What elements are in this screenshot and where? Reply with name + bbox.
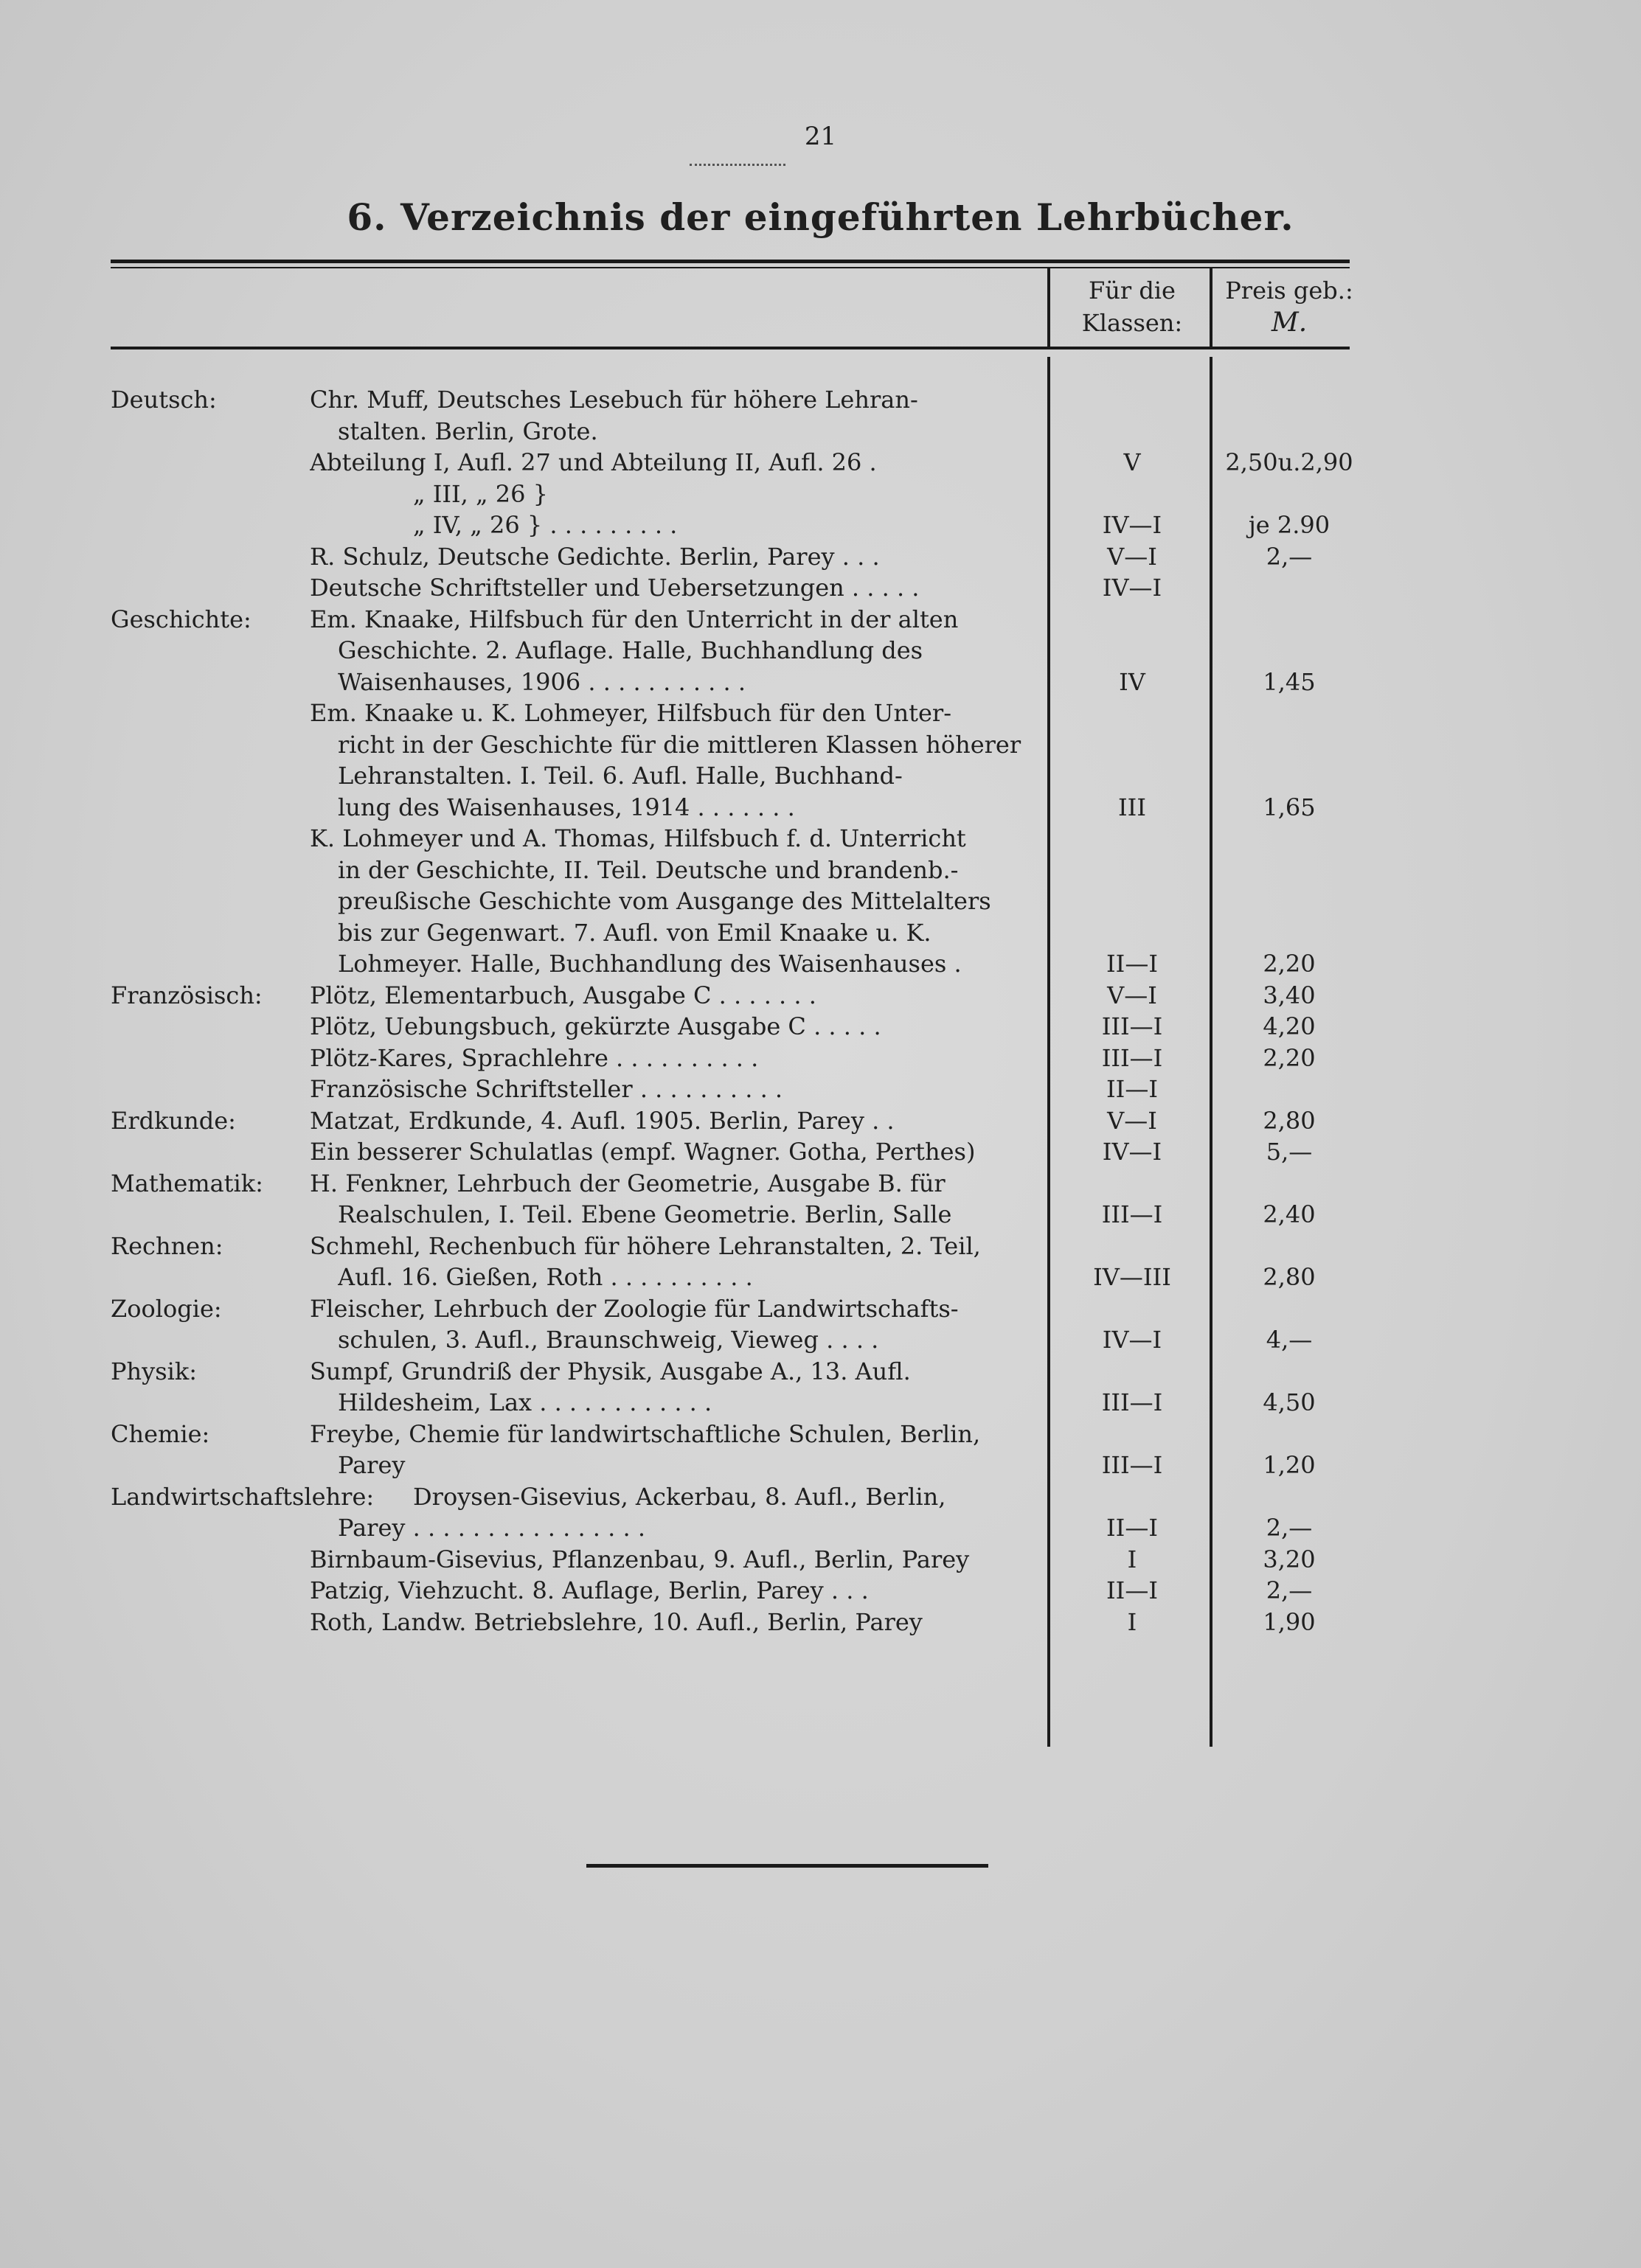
book-entry-text: Birnbaum-Gisevius, Pflanzenbau, 9. Aufl., Berlin, Parey [310, 1545, 970, 1573]
book-entry-text: Plötz, Uebungsbuch, gekürzte Ausgabe C . . . . . [310, 1012, 881, 1040]
classes-cell: II—I [1106, 1514, 1158, 1542]
table-row [0, 1606, 1641, 1638]
price-cell: 2,20 [1263, 950, 1316, 978]
table-row [0, 1355, 1641, 1388]
subject-label: Erdkunde: [111, 1106, 236, 1135]
table-row [0, 1543, 1641, 1576]
table-row [0, 947, 1641, 980]
table-row [0, 1512, 1641, 1544]
classes-cell: IV [1119, 667, 1145, 696]
table-row [0, 1135, 1641, 1168]
table-row [0, 979, 1641, 1012]
table-row [0, 666, 1641, 698]
price-cell: 2,— [1266, 1576, 1313, 1604]
table-row [0, 916, 1641, 949]
page-number-ornament [690, 164, 785, 166]
classes-header-line2: Klassen: [1081, 309, 1183, 337]
classes-cell: III—I [1101, 1388, 1163, 1416]
price-cell: 2,50u.2,90 [1225, 448, 1353, 476]
table-row [0, 478, 1641, 510]
table-row [0, 1418, 1641, 1450]
price-cell: 4,50 [1263, 1388, 1316, 1416]
book-entry-text: Matzat, Erdkunde, 4. Aufl. 1905. Berlin, Parey . . [310, 1106, 895, 1135]
price-cell: 4,20 [1263, 1012, 1316, 1040]
classes-cell: V [1123, 448, 1141, 476]
table-row [0, 1198, 1641, 1231]
classes-cell: I [1127, 1545, 1137, 1573]
subject-label: Physik: [111, 1357, 198, 1385]
header-bottom-rule [111, 347, 1350, 349]
table-row [0, 728, 1641, 761]
table-row [0, 415, 1641, 448]
book-entry-text: Fleischer, Lehrbuch der Zoologie für Landwirtschafts- [310, 1294, 959, 1323]
price-cell: 1,90 [1263, 1607, 1316, 1636]
header-divider-right [1210, 267, 1212, 349]
book-entry-text: Geschichte. 2. Auflage. Halle, Buchhandlung des [338, 636, 923, 664]
table-row [0, 854, 1641, 886]
subject-label: Geschichte: [111, 605, 251, 633]
price-cell: 3,40 [1263, 981, 1316, 1009]
classes-column-header [1055, 274, 1210, 339]
price-cell: 2,80 [1263, 1106, 1316, 1135]
header-divider-left [1047, 267, 1050, 349]
classes-cell: II—I [1106, 950, 1158, 978]
table-row [0, 1293, 1641, 1325]
book-entry-text: Parey . . . . . . . . . . . . . . . . [338, 1514, 645, 1542]
book-entry-text: Waisenhauses, 1906 . . . . . . . . . . . [338, 667, 746, 696]
price-column-header [1215, 274, 1363, 339]
book-entry-text: Roth, Landw. Betriebslehre, 10. Aufl., Berlin, Parey [310, 1607, 923, 1636]
price-cell: 2,80 [1263, 1263, 1316, 1291]
book-entry-text: Droysen-Gisevius, Ackerbau, 8. Aufl., Berlin, [413, 1482, 946, 1511]
table-row [0, 571, 1641, 604]
book-entry-text: Aufl. 16. Gießen, Roth . . . . . . . . . . [338, 1263, 753, 1291]
subject-label: Rechnen: [111, 1231, 223, 1260]
price-cell: 2,20 [1263, 1043, 1316, 1072]
classes-cell: IV—III [1093, 1263, 1171, 1291]
book-entry-text: Plötz, Elementarbuch, Ausgabe C . . . . . . . [310, 981, 816, 1009]
book-entry-text: „ III, „ 26 } [413, 479, 549, 508]
book-entry-text: Abteilung I, Aufl. 27 und Abteilung II, Aufl. 26 . [310, 448, 877, 476]
book-entry-text: schulen, 3. Aufl., Braunschweig, Vieweg . . . . [338, 1326, 879, 1354]
classes-cell: IV—I [1102, 574, 1162, 602]
table-row [0, 634, 1641, 667]
classes-cell: IV—I [1102, 1138, 1162, 1166]
classes-cell: III—I [1101, 1200, 1163, 1228]
book-entry-text: Em. Knaake, Hilfsbuch für den Unterricht in der alten [310, 605, 959, 633]
book-entry-text: Em. Knaake u. K. Lohmeyer, Hilfsbuch für den Unter- [310, 699, 952, 727]
book-entry-text: Hildesheim, Lax . . . . . . . . . . . . [338, 1388, 712, 1416]
table-row [0, 540, 1641, 573]
subject-label: Französisch: [111, 981, 263, 1009]
subject-label: Zoologie: [111, 1294, 222, 1323]
subject-label: Chemie: [111, 1419, 210, 1448]
price-cell: 3,20 [1263, 1545, 1316, 1573]
classes-cell: V—I [1107, 981, 1157, 1009]
table-row [0, 697, 1641, 729]
table-row [0, 1167, 1641, 1200]
classes-cell: III—I [1101, 1043, 1163, 1072]
table-row [0, 1105, 1641, 1137]
table-row [0, 1010, 1641, 1043]
price-cell: je 2.90 [1248, 511, 1331, 539]
table-row [0, 791, 1641, 824]
table-row [0, 885, 1641, 917]
table-row [0, 1230, 1641, 1262]
book-entry-text: Plötz-Kares, Sprachlehre . . . . . . . . . . [310, 1043, 759, 1072]
book-entry-text: preußische Geschichte vom Ausgange des Mittelalters [338, 887, 991, 915]
classes-cell: IV—I [1102, 1326, 1162, 1354]
header-top-rule-thin [111, 267, 1350, 268]
book-entry-text: stalten. Berlin, Grote. [338, 417, 598, 445]
book-entry-text: R. Schulz, Deutsche Gedichte. Berlin, Parey . . . [310, 542, 880, 571]
book-entry-text: lung des Waisenhauses, 1914 . . . . . . . [338, 793, 795, 821]
page-number: 21 [804, 122, 837, 151]
table-row [0, 1481, 1641, 1513]
table-row [0, 822, 1641, 855]
price-cell: 4,— [1266, 1326, 1313, 1354]
table-row [0, 1042, 1641, 1074]
price-cell: 2,— [1266, 1514, 1313, 1542]
price-cell: 1,45 [1263, 667, 1316, 696]
price-cell: 1,20 [1263, 1451, 1316, 1479]
book-entry-text: Ein besserer Schulatlas (empf. Wagner. Gotha, Perthes) [310, 1138, 976, 1166]
book-entry-text: Freybe, Chemie für landwirtschaftliche Schulen, Berlin, [310, 1419, 981, 1448]
header-top-rule-thick [111, 260, 1350, 263]
book-entry-text: K. Lohmeyer und A. Thomas, Hilfsbuch f. d. Unterricht [310, 824, 966, 852]
page-title: 6. Verzeichnis der eingeführten Lehrbücher. [347, 195, 1294, 239]
classes-cell: II—I [1106, 1576, 1158, 1604]
table-row [0, 759, 1641, 792]
table-row [0, 509, 1641, 541]
classes-cell: III—I [1101, 1451, 1163, 1479]
table-row [0, 1323, 1641, 1356]
classes-cell: I [1127, 1607, 1137, 1636]
table-row [0, 603, 1641, 636]
table-row [0, 383, 1641, 416]
book-entry-text: Lehranstalten. I. Teil. 6. Aufl. Halle, Buchhand- [338, 762, 903, 790]
classes-cell: III—I [1101, 1012, 1163, 1040]
price-cell: 2,— [1266, 542, 1313, 571]
price-header-line1: Preis geb.: [1225, 276, 1353, 305]
classes-cell: V—I [1107, 1106, 1157, 1135]
table-row [0, 1574, 1641, 1607]
subject-label: Mathematik: [111, 1169, 263, 1197]
book-entry-text: Parey [338, 1451, 406, 1479]
table-row [0, 1261, 1641, 1293]
table-row [0, 1386, 1641, 1419]
book-entry-text: Sumpf, Grundriß der Physik, Ausgabe A., 13. Aufl. [310, 1357, 911, 1385]
classes-cell: III [1118, 793, 1146, 821]
book-entry-text: Deutsche Schriftsteller und Uebersetzungen . . . . . [310, 574, 920, 602]
book-entry-text: Realschulen, I. Teil. Ebene Geometrie. Berlin, Salle [338, 1200, 952, 1228]
price-cell: 5,— [1266, 1138, 1313, 1166]
price-cell: 2,40 [1263, 1200, 1316, 1228]
book-entry-text: „ IV, „ 26 } . . . . . . . . . [413, 511, 678, 539]
book-entry-text: Schmehl, Rechenbuch für höhere Lehranstalten, 2. Teil, [310, 1231, 981, 1260]
book-entry-text: Lohmeyer. Halle, Buchhandlung des Waisenhauses . [338, 950, 962, 978]
book-entry-text: Französische Schriftsteller . . . . . . . . . . [310, 1075, 783, 1103]
price-cell: 1,65 [1263, 793, 1316, 821]
subject-label: Deutsch: [111, 386, 217, 414]
classes-cell: II—I [1106, 1075, 1158, 1103]
subject-label: Landwirtschaftslehre: [111, 1482, 375, 1511]
book-entry-text: richt in der Geschichte für die mittleren Klassen höherer [338, 730, 1021, 759]
book-entry-text: bis zur Gegenwart. 7. Aufl. von Emil Knaake u. K. [338, 918, 931, 947]
classes-cell: V—I [1107, 542, 1157, 571]
closing-rule [586, 1864, 988, 1868]
table-row [0, 446, 1641, 479]
book-entry-text: Chr. Muff, Deutsches Lesebuch für höhere Lehran- [310, 386, 918, 414]
book-entry-text: in der Geschichte, II. Teil. Deutsche und brandenb.- [338, 855, 959, 884]
classes-cell: IV—I [1102, 511, 1162, 539]
classes-header-line1: Für die [1089, 276, 1176, 305]
price-unit: M. [1271, 307, 1308, 338]
book-entry-text: H. Fenkner, Lehrbuch der Geometrie, Ausgabe B. für [310, 1169, 946, 1197]
table-row [0, 1449, 1641, 1481]
table-row [0, 1073, 1641, 1105]
book-entry-text: Patzig, Viehzucht. 8. Auflage, Berlin, Parey . . . [310, 1576, 869, 1604]
